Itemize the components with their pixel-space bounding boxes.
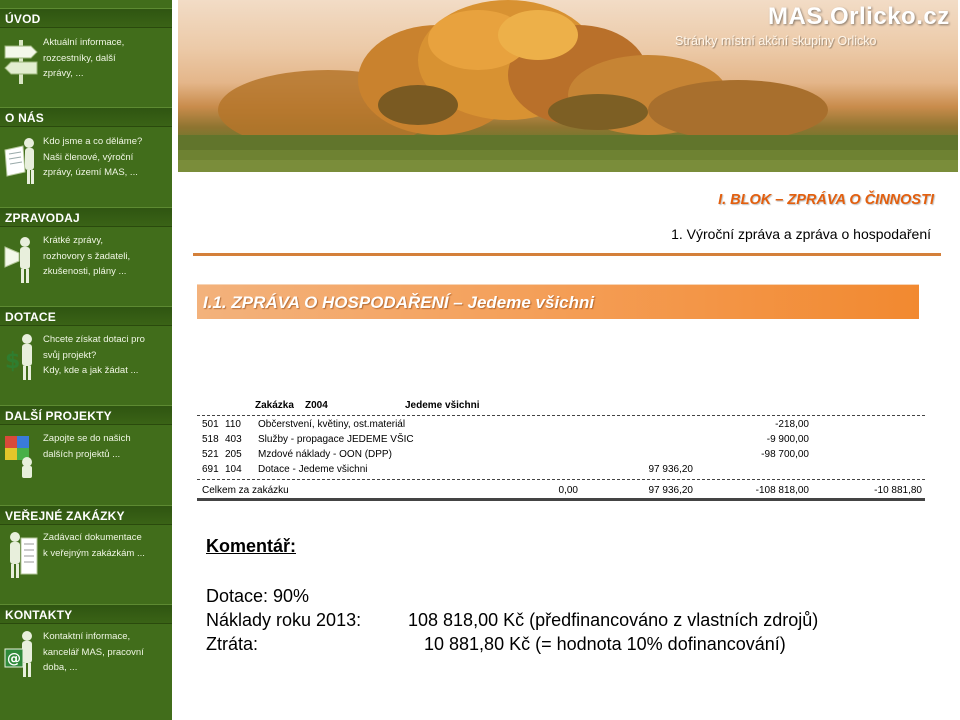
dashed-separator-top	[197, 415, 925, 416]
account-code: 518	[202, 434, 219, 445]
nav-dotace-line2: svůj projekt?	[43, 349, 97, 361]
nav-zakazky-heading[interactable]: VEŘEJNÉ ZAKÁZKY	[0, 505, 172, 525]
row-text: Dotace - Jedeme všichni	[258, 464, 368, 475]
nav-zpravodaj-line2: rozhovory s žadateli,	[43, 250, 131, 262]
comment-line-costs-label: Náklady roku 2013:	[206, 610, 362, 630]
row-amount: -98 700,00	[761, 449, 809, 460]
nav-dotace-heading[interactable]: DOTACE	[0, 306, 172, 326]
table-row	[197, 434, 925, 448]
total-col3: 97 936,20	[648, 485, 693, 496]
header-name: Jedeme všichni	[405, 400, 480, 411]
comment-line-costs-value: 108 818,00 Kč (předfinancováno z vlastních zdrojů)	[408, 610, 819, 630]
comment-title: Komentář:	[206, 536, 297, 556]
table-row	[197, 464, 925, 478]
svg-text:$: $	[5, 349, 21, 374]
newspaper-icon[interactable]	[3, 134, 39, 186]
sidebar-nav	[0, 0, 172, 720]
nav-uvod-heading[interactable]: ÚVOD	[0, 8, 172, 28]
account-code: 691	[202, 464, 219, 475]
nav-onas-line3: zprávy, území MAS, ...	[43, 167, 138, 178]
nav-zakazky-line1: Zadávací dokumentace	[43, 532, 142, 543]
table-row	[197, 419, 925, 433]
nav-zakazky-desc[interactable]	[43, 530, 169, 561]
total-col4: -108 818,00	[755, 485, 809, 496]
nav-zpravodaj-line1: Krátké zprávy,	[43, 235, 104, 246]
account-code: 501	[202, 419, 219, 430]
puzzle-icon[interactable]	[3, 428, 39, 480]
row-amount: -218,00	[775, 419, 809, 430]
nav-onas-line1: Kdo jsme a co děláme?	[43, 136, 143, 147]
nav-onas-line2: Naši členové, výroční	[43, 151, 134, 163]
row-text: Občerstvení, květiny, ost.materiál	[258, 419, 406, 430]
table-total-row	[197, 485, 925, 499]
nav-kontakty-desc[interactable]	[43, 629, 169, 676]
documents-icon[interactable]	[3, 528, 39, 580]
email-icon[interactable]	[3, 627, 39, 679]
table-row	[197, 449, 925, 463]
nav-uvod-line1: Aktuální informace,	[43, 37, 125, 48]
nav-onas-desc[interactable]	[43, 134, 169, 181]
nav-projekty-line1: Zapojte se do našich	[43, 433, 131, 444]
total-col5: -10 881,80	[874, 485, 922, 496]
sub-code: 104	[225, 464, 242, 475]
row-text: Mzdové náklady - OON (DPP)	[258, 449, 392, 460]
title-divider	[193, 253, 941, 256]
dashed-separator-bottom	[197, 479, 925, 480]
total-col2: 0,00	[558, 485, 578, 496]
table-header-row	[197, 400, 925, 414]
nav-projekty-desc[interactable]	[43, 431, 169, 462]
nav-projekty-heading[interactable]: DALŠÍ PROJEKTY	[0, 405, 172, 425]
nav-uvod-desc[interactable]	[43, 35, 169, 82]
account-code: 521	[202, 449, 219, 460]
comment-line-loss-value: 10 881,80 Kč (= hodnota 10% dofinancování)	[424, 634, 786, 654]
nav-dotace-line3: Kdy, kde a jak žádat ...	[43, 365, 139, 376]
nav-kontakty-heading[interactable]: KONTAKTY	[0, 604, 172, 624]
nav-onas-heading[interactable]: O NÁS	[0, 107, 172, 127]
megaphone-icon[interactable]	[3, 233, 39, 285]
site-subtitle: Stránky místní akční skupiny Orlicko	[675, 34, 877, 48]
row-revenue: 97 936,20	[648, 464, 693, 475]
sub-code: 403	[225, 434, 242, 445]
total-label: Celkem za zakázku	[202, 485, 289, 496]
sub-code: 205	[225, 449, 242, 460]
header-label: Zakázka	[255, 400, 294, 411]
section-title-bar	[197, 284, 919, 319]
nav-uvod-line3: zprávy, ...	[43, 68, 84, 79]
section-title: I.1. ZPRÁVA O HOSPODAŘENÍ – Jedeme všichni	[203, 293, 595, 312]
row-amount: -9 900,00	[766, 434, 809, 445]
nav-kontakty-line2: kancelář MAS, pracovní	[43, 646, 144, 658]
block-subtitle: 1. Výroční zpráva a zpráva o hospodaření	[671, 226, 931, 242]
row-text: Služby - propagace JEDEME VŠIC	[258, 434, 414, 445]
block-title: I. BLOK – ZPRÁVA O ČINNOSTI	[718, 192, 934, 208]
nav-zpravodaj-desc[interactable]	[43, 233, 169, 280]
nav-zpravodaj-heading[interactable]: ZPRAVODAJ	[0, 207, 172, 227]
nav-kontakty-line3: doba, ...	[43, 662, 78, 673]
nav-dotace-desc[interactable]	[43, 332, 169, 379]
svg-text:@: @	[7, 651, 21, 667]
comment-line-subsidy: Dotace: 90%	[206, 586, 310, 606]
site-title[interactable]: MAS.Orlicko.cz	[768, 3, 950, 30]
comment-line-loss-label: Ztráta:	[206, 634, 259, 654]
header-banner	[178, 0, 958, 172]
signpost-icon[interactable]	[3, 34, 39, 86]
total-underline	[197, 498, 925, 501]
nav-dotace-line1: Chcete získat dotaci pro	[43, 334, 145, 345]
nav-zpravodaj-line3: zkušenosti, plány ...	[43, 266, 127, 277]
money-icon[interactable]	[3, 330, 39, 382]
sub-code: 110	[225, 419, 241, 430]
nav-uvod-line2: rozcestníky, další	[43, 52, 116, 64]
nav-projekty-line2: dalších projektů ...	[43, 448, 121, 460]
nav-kontakty-line1: Kontaktní informace,	[43, 631, 131, 642]
nav-zakazky-line2: k veřejným zakázkám ...	[43, 547, 145, 559]
header-code: Z004	[305, 400, 328, 411]
